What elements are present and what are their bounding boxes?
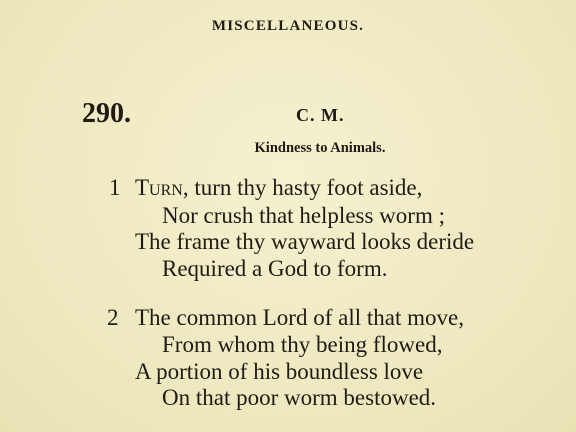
hymn-title: Kindness to Animals. xyxy=(254,140,386,156)
hymn-number: 290. xyxy=(82,98,131,129)
hymn-meter: C. M. xyxy=(296,105,345,125)
verse-number-2: 2 xyxy=(107,305,119,330)
verse-1-line-4: Required a God to form. xyxy=(162,256,388,281)
verse-1-line-2: Nor crush that helpless worm ; xyxy=(162,203,445,228)
verse-1-line-1-rest: , turn thy hasty foot aside, xyxy=(182,175,423,200)
verse-1-line-1 xyxy=(135,175,422,201)
verse-1-first-word: Turn xyxy=(135,175,183,200)
verse-2-line-3: A portion of his boundless love xyxy=(135,359,424,384)
verse-2-line-2: From whom thy being flowed, xyxy=(162,332,443,357)
running-head: MISCELLANEOUS. xyxy=(211,18,365,34)
verse-number-1: 1 xyxy=(109,175,121,200)
verse-2-line-4: On that poor worm bestowed. xyxy=(162,385,437,410)
verse-1-line-3: The frame thy wayward looks deride xyxy=(135,229,475,254)
verse-2-line-1: The common Lord of all that move, xyxy=(135,305,464,330)
